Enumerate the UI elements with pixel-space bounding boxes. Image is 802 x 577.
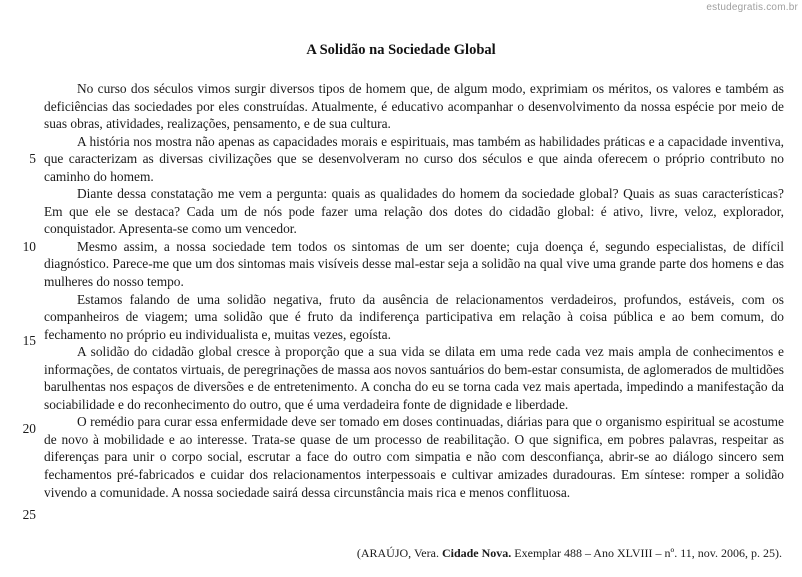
line-number-25: 25 — [22, 507, 36, 522]
site-watermark: estudegratis.com.br — [706, 2, 798, 13]
paragraph-1: No curso dos séculos vimos surgir diversos tipos de homem que, de algum modo, exprimiam os méritos, os valores e também as deficiências das sociedades por eles construídas. Atualmente, é educativo acompanhar o desenvolvimento da nossa espécie por meio de suas obras, atividades, realizações, pensamento, e de sua cultura. — [44, 81, 784, 132]
citation-details: Exemplar 488 – Ano XLVIII – nº. 11, nov. 2006, p. 25). — [514, 546, 782, 560]
paragraph-6: A solidão do cidadão global cresce à proporção que a sua vida se dilata em uma rede cada vez mais ampla de conhecimentos e informações, de contatos virtuais, de peregrinações de massa aos novos santuários do bem-estar consumista, de aglomerados de multidões barulhentas nos espaços de diversões e de entretenimento. A concha do eu se torna cada vez mais apertada, impedindo a manifestação da sociabilidade e do reconhecimento do outro, que é uma verdadeira fonte de dignidade e liberdade. — [44, 344, 784, 412]
paragraph-5: Estamos falando de uma solidão negativa, fruto da ausência de relacionamentos verdadeiros, profundos, estáveis, com os companheiros de viagem; uma solidão que é fruto da indiferença participativa em relação à coisa pública e ao bem comum, do fechamento no próprio eu individualista e, muitas vezes, egoísta. — [44, 291, 784, 342]
article-body — [44, 80, 784, 501]
paragraph-2: A história nos mostra não apenas as capacidades morais e espirituais, mas também as habilidades práticas e a capacidade inventiva, que caracterizam as diversas civilizações que se desenvolveram no curso dos séculos e que ainda oferecem o próprio contributo no caminho do homem. — [44, 133, 784, 184]
line-number-5: 5 — [29, 151, 36, 166]
citation — [357, 546, 782, 561]
paragraph-3: Diante dessa constatação me vem a pergunta: quais as qualidades do homem da sociedade global? Quais as suas características? Em que ele se destaca? Cada um de nós pode fazer uma relação dos dotes do cidadão global: é ativo, livre, veloz, explorador, conquistador. Apresenta-se como um vencedor. — [44, 186, 784, 237]
citation-author: (ARAÚJO, Vera. — [356, 546, 439, 560]
line-number-20: 20 — [22, 421, 36, 436]
line-number-15: 15 — [22, 333, 36, 348]
line-number-10: 10 — [22, 239, 36, 254]
page-title: A Solidão na Sociedade Global — [306, 42, 496, 58]
paragraph-4: Mesmo assim, a nossa sociedade tem todos os sintomas de um ser doente; cuja doença é, segundo especialistas, de difícil diagnóstico. Parece-me que um dos sintomas mais visíveis desse mal-estar seja a solidão na qual vive uma grande parte dos homens e das mulheres do nosso tempo. — [44, 238, 784, 290]
paragraph-7: O remédio para curar essa enfermidade deve ser tomado em doses continuadas, diárias para que o organismo espiritual se acostume de novo à mobilidade e ao interesse. Trata-se quase de um processo de reabilitação. O que significa, em pobres palavras, respeitar as diferenças para unir o corpo social, escrutar a face do outro com simpatia e não com desconfiança, abrir-se ao diálogo sincero sem fechamentos pré-fabricados e cuidar dos relacionamentos interpessoais e cultivar amizades duradouras. Em síntese: romper a solidão vivendo a comunidade. A nossa sociedade sairá dessa circunstância mais rica e menos conflituosa. — [44, 414, 784, 500]
citation-source: Cidade Nova. — [441, 546, 512, 560]
